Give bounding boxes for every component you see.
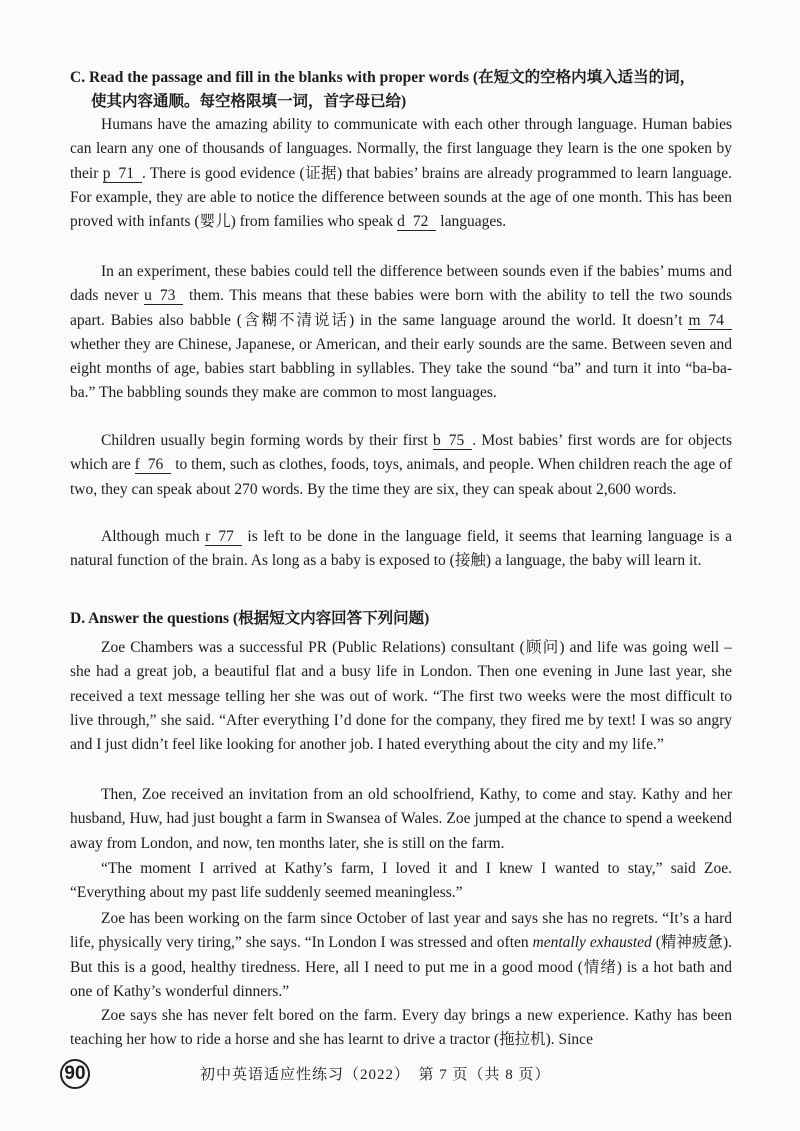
section-d-paragraph-2: Then, Zoe received an invitation from an old schoolfriend, Kathy, to come and stay. Kathy and her husband, Huw, had just bought a farm in Swansea of Wales. Zoe jumped at the chance to spend a weekend away from London, and now, ten months later, she is still on the farm. <box>70 786 732 852</box>
blank-76 <box>135 457 172 474</box>
paragraph-text: Humans have the amazing ability to communicate with each other through language. Human babies can learn any one of thousands of languages. Normally, the first language they learn is the one spoken by their <box>70 116 732 182</box>
blank-number: 74 <box>708 311 724 329</box>
section-c-paragraph-2 <box>70 260 732 406</box>
blank-first-letter: u <box>144 287 152 305</box>
blank-first-letter: m <box>688 311 701 329</box>
footer-caption: 初中英语适应性练习（2022） 第 7 页（共 8 页） <box>200 1067 551 1083</box>
paragraph-text: to them, such as clothes, foods, toys, animals, and people. When children reach the age of two, they can speak about 270 words. By the time they are six, they can speak about 2,600 words. <box>70 456 732 498</box>
paragraph-text: languages. <box>436 213 507 231</box>
section-d-paragraph-4 <box>70 907 732 1004</box>
paragraph-text: In an experiment, these babies could tell the difference between sounds even if the babies’ mums and dads never <box>70 263 732 305</box>
section-c-heading <box>70 66 740 114</box>
blank-number: 76 <box>147 456 164 474</box>
blank-75 <box>433 433 472 450</box>
paragraph-text: . Most babies’ first words are for objects which are <box>70 432 732 474</box>
section-c-paragraph-1 <box>70 113 732 234</box>
paragraph-text: Although much <box>101 528 206 545</box>
blank-number: 71 <box>118 164 134 182</box>
section-d-heading: D. Answer the questions (根据短文内容回答下列问题) <box>70 610 430 627</box>
blank-number: 72 <box>412 213 429 231</box>
italic-term: mentally exhausted <box>532 934 652 952</box>
section-c-paragraph-3 <box>70 429 732 502</box>
blank-number: 77 <box>218 528 234 545</box>
page-footer <box>60 1059 740 1089</box>
paragraph-text: Zoe has been working on the farm since October of last year and says she has no regrets. “It’s a hard life, physically very tiring,” she says. “In London I was stressed and often <box>70 910 732 952</box>
paragraph-text: . There is good evidence (证据) that babies’ brains are already programmed to learn language. For example, they are able to notice the difference between sounds at the age of one month. This has been proved with infants (婴儿) from families who speak <box>70 164 733 231</box>
blank-number: 73 <box>159 287 176 305</box>
section-d-paragraph-3: “The moment I arrived at Kathy’s farm, I loved it and I knew I wanted to stay,” said Zoe. “Everything about my past life suddenly seemed meaningless.” <box>70 860 732 902</box>
page-number-badge: 90 <box>60 1059 90 1089</box>
paragraph-text: whether they are Chinese, Japanese, or American, and their early sounds are the same. Between seven and eight months of age, babies start babbling in syllables. They take the sound “ba” and turn it into “ba-ba-ba.” The babbling sounds they make are common to most languages. <box>70 335 732 402</box>
section-d-paragraph-5: Zoe says she has never felt bored on the farm. Every day brings a new experience. Kathy has been teaching her how to ride a horse and she has learnt to drive a tractor (拖拉机). Since <box>70 1007 732 1049</box>
blank-number: 75 <box>448 432 465 449</box>
blank-first-letter: r <box>205 528 211 545</box>
blank-73 <box>144 288 183 305</box>
blank-74 <box>688 313 732 330</box>
blank-first-letter: b <box>433 432 441 449</box>
section-c-heading-line1: C. Read the passage and fill in the blanks with proper words (在短文的空格内填入适当的词， <box>70 69 696 86</box>
blank-77 <box>205 529 242 546</box>
blank-first-letter: p <box>102 164 111 182</box>
blank-first-letter: f <box>134 456 140 474</box>
section-c-paragraph-4 <box>70 525 732 574</box>
section-c-heading-line2: 使其内容通顺。每空格限填一词，首字母已给) <box>91 93 407 110</box>
paragraph-text: them. This means that these babies were born with the ability to tell the two sounds apart. Babies also babble (含糊不清说话) in the same language around the world. It doesn’t <box>70 287 732 329</box>
blank-71 <box>103 166 142 183</box>
paragraph-text: is left to be done in the language field, it seems that learning language is a natural function of the brain. As long as a baby is exposed to (接触) a language, the baby will learn it. <box>70 528 732 570</box>
paragraph-text: Children usually begin forming words by their first <box>101 432 434 449</box>
paragraph-text: (精神疲惫). But this is a good, healthy tiredness. Here, all I need to put me in a good mood (情绪) is a hot bath and one of Kathy’s wonderful dinners.” <box>70 934 732 1000</box>
blank-first-letter: d <box>397 213 405 231</box>
section-d-paragraph-1: Zoe Chambers was a successful PR (Public Relations) consultant (顾问) and life was going well – she had a great job, a beautiful flat and a busy life in London. Then one evening in June last year, she received a text message telling her she was out of work. “The first two weeks were the most difficult to live through,” she said. “After everything I’d done for the company, they fired me by text! I was so angry and I just didn’t feel like looking for another job. I hated everything about the city and my life.” <box>70 639 732 754</box>
blank-72 <box>397 214 436 231</box>
